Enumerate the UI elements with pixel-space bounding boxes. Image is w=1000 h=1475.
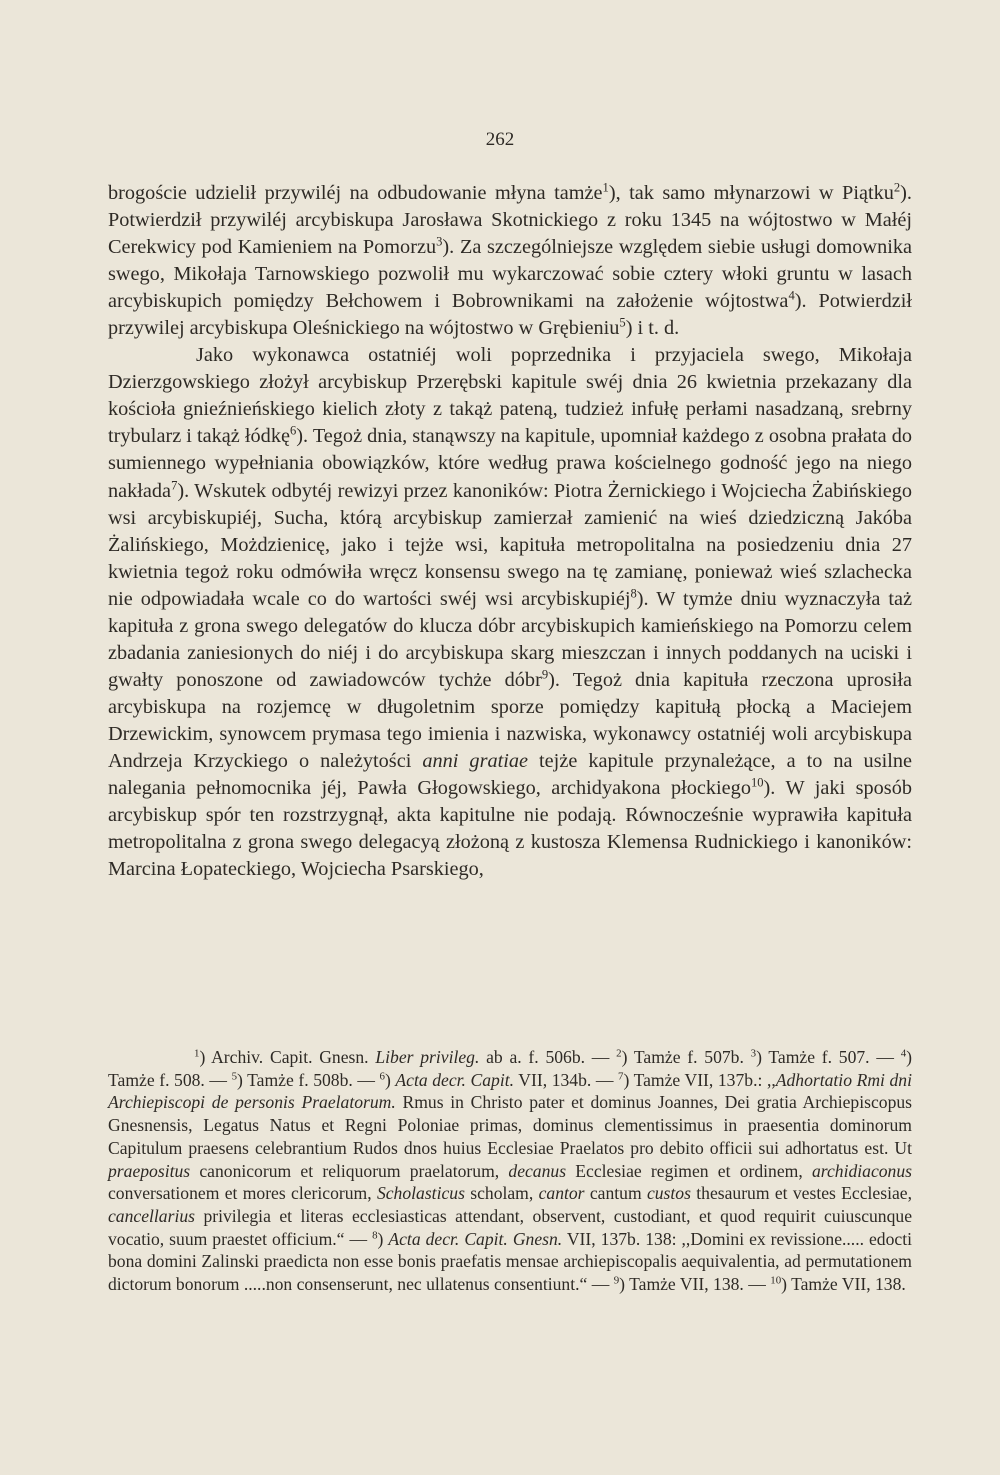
footnote-number: 2 <box>616 1047 622 1060</box>
footnote-text: Ecclesiae regimen et ordinem, <box>566 1160 812 1181</box>
footnote-text: scholam, <box>464 1183 539 1204</box>
italic-text: Acta decr. Capit. <box>395 1069 515 1090</box>
italic-text: Liber privileg. <box>375 1047 480 1067</box>
footnote-number: 4 <box>900 1047 907 1060</box>
footnote-number: 6 <box>379 1070 385 1083</box>
italic-text: Acta decr. Capit. Gnesn. <box>388 1228 563 1249</box>
text-run: ). Tegoż dnia, stanąwszy na kapitule, upomniał każdego z osobna prałata do sumiennego wypełniania obowiązków, które według prawa kościelnego godność jego na niego nakłada <box>108 425 912 502</box>
footnote-text: ) Tamże VII, 137b.: ,, <box>623 1069 776 1090</box>
footnote-text: ) Tamże VII, 138. — <box>619 1274 771 1295</box>
footnote-text: VII, 137b. 138: ,,Domini ex revissione..... edocti bona domini Zalinski praedicta non esse bonis praefatis mensae archiepiscopalis aequivalentia, ad permutationem dictorum bonorum .....non consenserunt, nec ullatenus consentiunt.“ — <box>108 1228 912 1295</box>
footnote-text: canonicorum et reliquorum praelatorum, <box>190 1160 509 1181</box>
footnote-ref: 2 <box>893 180 901 195</box>
footnote-text: cantum <box>584 1183 647 1204</box>
italic-text: archidiaconus <box>811 1160 912 1181</box>
footnote-text: thesaurum et vestes Ecclesiae, <box>690 1183 912 1204</box>
footnote-number: 7 <box>618 1070 624 1083</box>
footnote-ref: 3 <box>436 234 443 249</box>
text-run: ). W tymże dniu wyznaczyła taż kapituła z grona swego delegatów do klucza dóbr arcybiskupich kamieńskiego na Pomorzu celem zbadania zaniesionych do niéj i do arcybiskupa skarg mieszczan i innych poddanych na uciski i gwałty ponoszone od zawiadowców tychże dóbr <box>108 587 913 691</box>
footnote-text: ) Tamże f. 508b. — <box>237 1069 380 1090</box>
text-run: Jako wykonawca ostatniéj woli poprzednika i przyjaciela swego, Mikołaja Dzierzgowskiego złożył arcybiskup Przerębski kapitule swéj dnia 26 kwietnia przekazany dla kościoła gnieźnieńskiego kielich złoty z takąż pateną, tudzież infułę perłami nasadzaną, srebrny trybularz i takąż łódkę <box>108 344 912 448</box>
footnote-text: ) <box>384 1069 396 1090</box>
paragraph-2 <box>108 342 912 883</box>
footnote-text: privilegia et literas ecclesiasticas attendant, observent, custodiant, et quod requirit cuiuscunque vocatio, suum praestet officium.“ — <box>108 1205 912 1249</box>
footnote-text: Rmus in Christo pater et dominus Joannes, Dei gratia Archiepiscopus Gnesnensis, Legatus Natus et Regni Poloniae primas, dominus clementissimus in praesentia dominorum Capitulum praesens celebrantium Rudos dnos huius Ecclesiae Praelatos pro debito officii sui adhortatus est. Ut <box>108 1092 913 1158</box>
footnote-number: 1 <box>194 1047 200 1060</box>
italic-text: cantor <box>538 1183 585 1204</box>
italic-text: Scholasticus <box>376 1183 465 1204</box>
italic-text: Adhortatio Rmi dni Archiepiscopi de personis Praelatorum. <box>108 1069 912 1113</box>
text-run: tejże kapitule przynależące, a to na usilne nalegania pełnomocnika jéj, Pawła Głogowskiego, archidyakona płockiego <box>108 749 913 800</box>
text-run: ) i t. d. <box>625 317 680 340</box>
main-text <box>108 180 912 883</box>
italic-text: anni gratiae <box>422 749 529 772</box>
paragraph-1 <box>108 180 912 342</box>
italic-text: decanus <box>508 1160 567 1181</box>
text-run: brogoście udzielił przywiléj na odbudowanie młyna tamże <box>108 182 603 204</box>
italic-text: custos <box>646 1183 691 1204</box>
footnote-number: 3 <box>750 1047 757 1060</box>
text-run: ), tak samo młynarzowi w Piątku <box>608 182 894 204</box>
footnote-text: ) Tamże f. 507b. <box>621 1047 751 1067</box>
footnote-number: 8 <box>372 1229 378 1242</box>
text-run: ). Za szczególniejsze względem siebie usługi domownika swego, Mikołaja Tarnowskiego pozwolił mu wykarczować sobie cztery włoki gruntu w lasach arcybiskupich pomiędzy Bełchowem i Bobrownikami na założenie wójtostwa <box>108 236 912 313</box>
footnote-text: ab a. f. 506b. — <box>479 1047 617 1067</box>
italic-text: praepositus <box>108 1160 191 1181</box>
text-run: ). Potwierdził przywiléj arcybiskupa Jarosława Skotnickiego z roku 1345 na wójtostwo w Małéj Cerekwicy pod Kamieniem na Pomorzu <box>108 182 912 259</box>
footnote-ref: 1 <box>602 180 609 195</box>
footnote-text: VII, 134b. — <box>514 1069 619 1090</box>
text-run: ). Wskutek odbytéj rewizyi przez kanoników: Piotra Żernickiego i Wojciecha Żabińskiego wsi arcybiskupiéj, Sucha, którą arcybiskup zamierzał zamienić na wieś dziedziczną Jakóba Żalińskiego, Możdzienicę, jako i tejże wsi, kapituła metropolitalna na posiedzeniu dnia 27 kwietnia tegoż roku odmówiła wręcz konsensu swego na tę zamianę, ponieważ wieś szlachecka nie odpowiadała wcale co do wartości swéj wsi arcybiskupiéj <box>108 479 912 610</box>
footnote-text: ) Archiv. Capit. Gnesn. <box>199 1047 376 1067</box>
footnote-text: ) Tamże f. 508. — <box>108 1047 912 1090</box>
footnote-number: 9 <box>613 1274 620 1287</box>
text-run: ). Tegoż dnia kapituła rzeczona uprosiła arcybiskupa na rozjemcę w długoletnim sporze pomiędzy kapitułą płocką a Maciejem Drzewickim, synowcem prymasa tego imienia i nazwiska, wykonawcy ostatniéj woli arcybiskupa Andrzeja Krzyckiego o należytości <box>108 668 912 772</box>
footnote-ref: 5 <box>619 315 626 330</box>
footnote-ref: 9 <box>541 667 549 682</box>
footnote-text: ) Tamże f. 507. — <box>756 1047 901 1067</box>
page-number: 262 <box>485 129 515 150</box>
footnote-text: ) <box>377 1228 389 1249</box>
footnotes <box>108 1046 912 1296</box>
footnote-ref: 7 <box>171 477 178 492</box>
footnote-ref: 10 <box>750 775 764 790</box>
footnote-ref: 6 <box>289 423 297 438</box>
footnote-number: 10 <box>770 1274 782 1287</box>
italic-text: cancellarius <box>108 1205 195 1226</box>
text-run: ). Potwierdził przywilej arcybiskupa Oleśnickiego na wójtostwo w Grębieniu <box>108 290 912 340</box>
footnote-ref: 4 <box>788 288 795 303</box>
footnote-text: ) Tamże VII, 138. <box>781 1274 906 1295</box>
footnote-number: 5 <box>231 1070 238 1083</box>
footnote-text: conversationem et mores clericorum, <box>108 1183 377 1204</box>
footnote-ref: 8 <box>630 586 637 601</box>
text-run: ). W jaki sposób arcybiskup spór ten rozstrzygnął, akta kapitulne nie podają. Równocześnie wyprawiła kapituła metropolitalna z grona swego delegacyą złożoną z kustosza Klemensa Rudnickiego i kanoników: Marcina Łopateckiego, Wojciecha Psarskiego, <box>108 777 912 881</box>
